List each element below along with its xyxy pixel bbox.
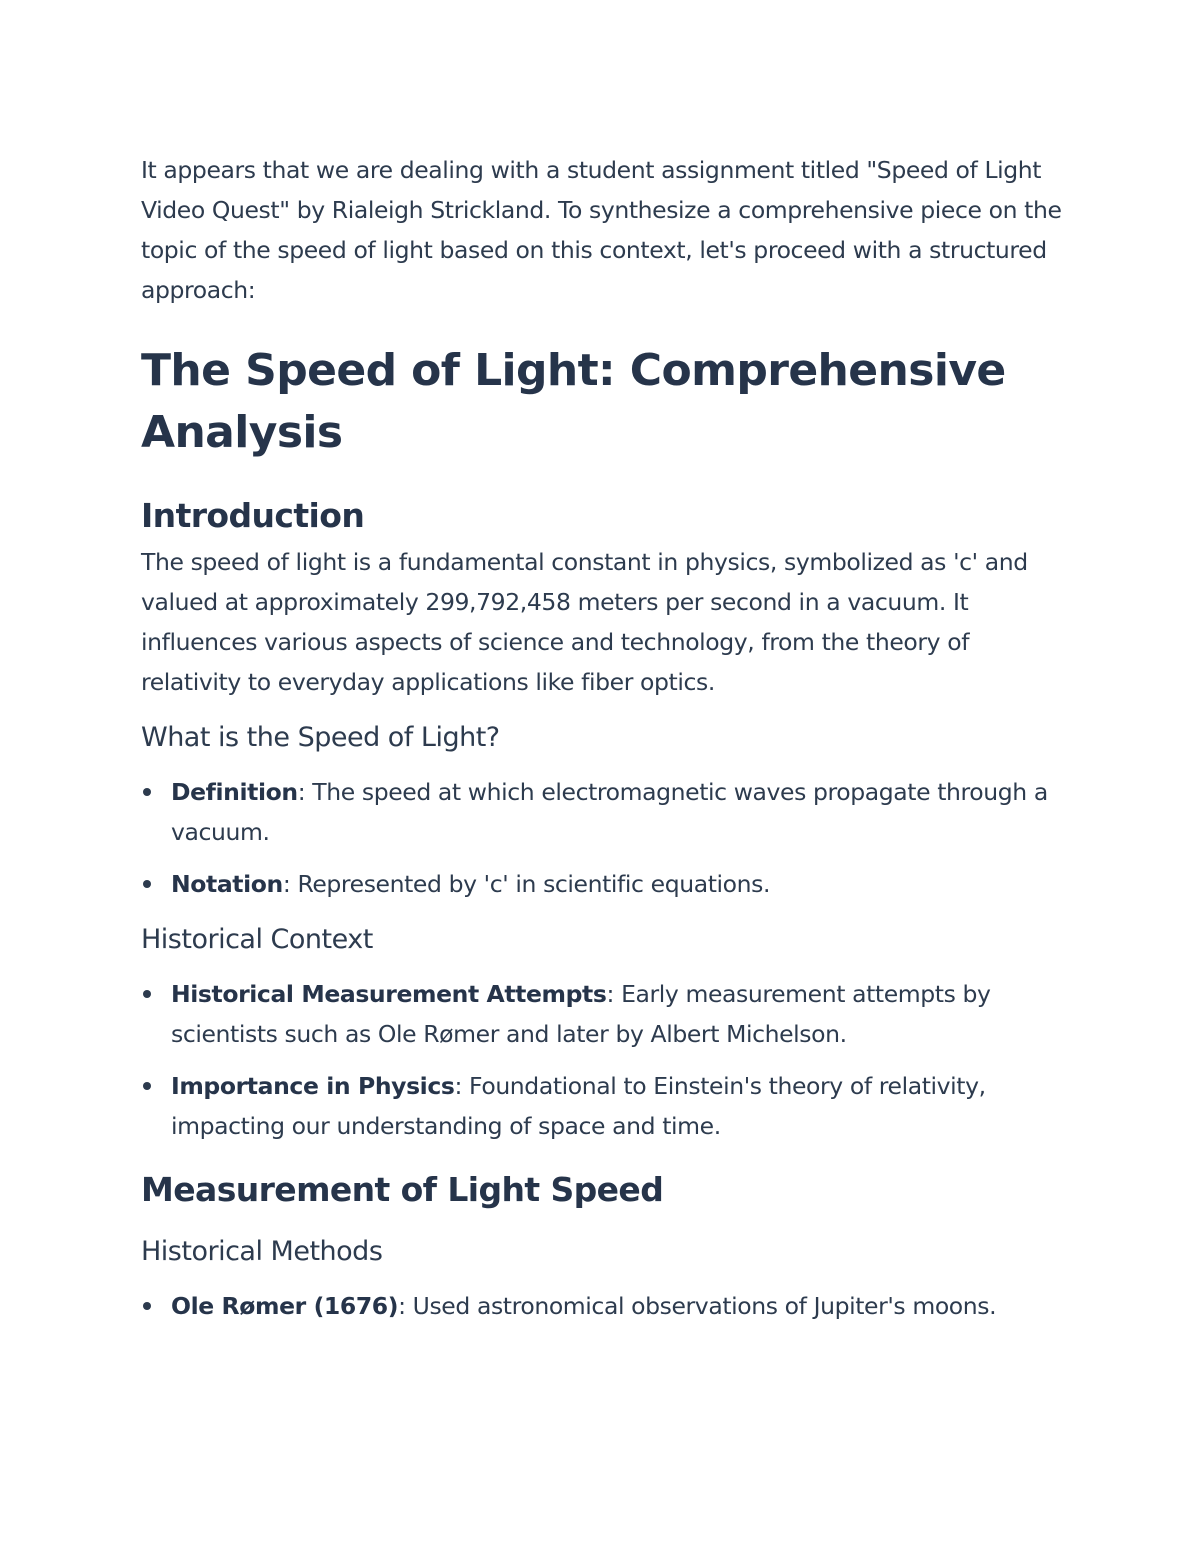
list-item-term: Historical Measurement Attempts	[171, 980, 607, 1008]
section-heading-measurement: Measurement of Light Speed	[141, 1170, 664, 1209]
section-heading-introduction: Introduction	[141, 496, 365, 535]
bullet-icon	[143, 880, 151, 888]
list-item-text: : Used astronomical observations of Jupiter's moons.	[398, 1292, 997, 1320]
subheading-historical-context: Historical Context	[141, 924, 373, 955]
what-is-list	[141, 772, 1066, 904]
document-title: The Speed of Light: Comprehensive Analysis	[141, 345, 1006, 458]
subheading-historical-methods: Historical Methods	[141, 1236, 383, 1267]
document-page	[141, 150, 1066, 1338]
introduction-paragraph: The speed of light is a fundamental constant in physics, symbolized as 'c' and valued at approximately 299,792,458 meters per second in a vacuum. It influences various aspects of science and technology, from the theory of relativity to everyday applications like fiber optics.	[141, 548, 1028, 696]
bullet-icon	[143, 990, 151, 998]
list-item	[141, 864, 1066, 904]
list-item	[141, 772, 1066, 852]
list-item-term: Importance in Physics	[171, 1072, 455, 1100]
list-item-term: Ole Rømer (1676)	[171, 1292, 399, 1320]
list-item-term: Definition	[171, 778, 298, 806]
list-item	[141, 1286, 1066, 1326]
historical-methods-list	[141, 1286, 1066, 1326]
historical-context-list	[141, 974, 1066, 1146]
bullet-icon	[143, 1302, 151, 1310]
list-item-text: : Foundational to Einstein's theory of relativity, impacting our understanding of space and time.	[171, 1072, 986, 1140]
list-item	[141, 1066, 1066, 1146]
intro-paragraph: It appears that we are dealing with a student assignment titled "Speed of Light Video Quest" by Rialeigh Strickland. To synthesize a comprehensive piece on the topic of the speed of light based on this context, let's proceed with a structured approach:	[141, 156, 1062, 304]
list-item-text: : The speed at which electromagnetic waves propagate through a vacuum.	[171, 778, 1048, 846]
bullet-icon	[143, 788, 151, 796]
list-item-text: : Represented by 'c' in scientific equations.	[282, 870, 771, 898]
subheading-what-is: What is the Speed of Light?	[141, 722, 500, 753]
list-item-text: : Early measurement attempts by scientists such as Ole Rømer and later by Albert Michelson.	[171, 980, 991, 1048]
bullet-icon	[143, 1082, 151, 1090]
list-item-term: Notation	[171, 870, 283, 898]
list-item	[141, 974, 1066, 1054]
